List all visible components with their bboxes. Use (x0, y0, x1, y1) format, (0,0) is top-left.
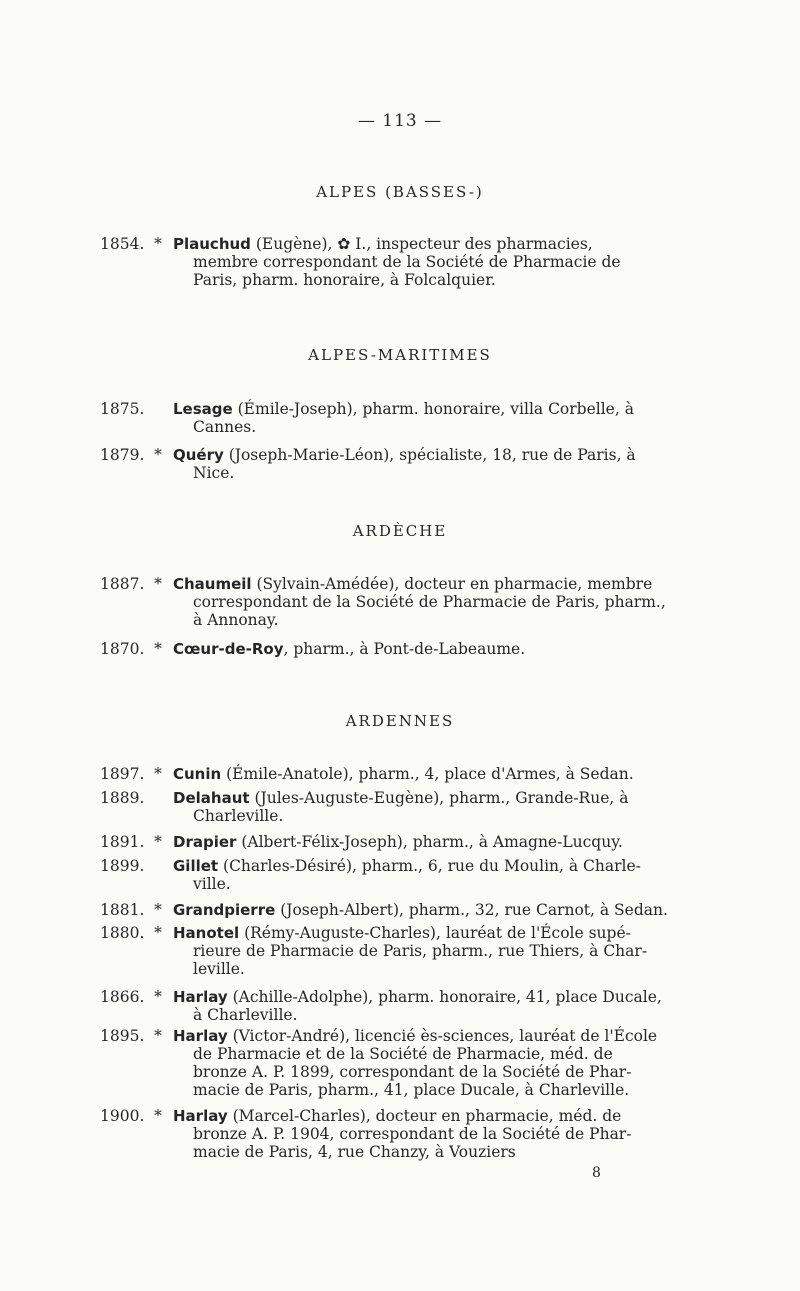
entry-coeur-de-roy (100, 640, 670, 658)
entry-continuation: à Charleville. (193, 1006, 298, 1024)
entry-continuation: bronze A. P. 1904, correspondant de la Société de Phar- (193, 1125, 632, 1143)
asterisk-mark: * (154, 765, 162, 783)
entry-year: 1900. (100, 1107, 145, 1125)
entry-year: 1880. (100, 924, 145, 942)
entry-details: , pharm., à Pont-de-Labeaume. (283, 640, 526, 658)
entry-name: Cœur-de-Roy (173, 640, 284, 658)
entry-continuation: macie de Paris, pharm., 41, place Ducale, à Charleville. (193, 1081, 630, 1099)
section-title-alpes-maritimes: ALPES-MARITIMES (308, 346, 492, 364)
entry-year: 1879. (100, 446, 145, 464)
entry-grandpierre (100, 901, 670, 919)
signature-mark: 8 (592, 1165, 601, 1181)
entry-name: Chaumeil (173, 575, 252, 593)
entry-continuation: correspondant de la Société de Pharmacie de Paris, pharm., (193, 593, 666, 611)
entry-name: Harlay (173, 1107, 228, 1125)
asterisk-mark: * (154, 1107, 162, 1125)
entry-details: (Victor-André), licencié ès-sciences, lauréat de l'École (227, 1027, 658, 1045)
entry-year: 1897. (100, 765, 145, 783)
entry-name: Plauchud (173, 235, 251, 253)
entry-details: (Émile-Joseph), pharm. honoraire, villa Corbelle, à (232, 400, 634, 418)
entry-gillet (100, 857, 670, 893)
asterisk-mark: * (154, 988, 162, 1006)
entry-continuation: macie de Paris, 4, rue Chanzy, à Vouziers (193, 1143, 516, 1161)
entry-details: (Sylvain-Amédée), docteur en pharmacie, membre (251, 575, 653, 593)
entry-details: (Marcel-Charles), docteur en pharmacie, méd. de (227, 1107, 622, 1125)
entry-name: Hanotel (173, 924, 240, 942)
entry-name: Lesage (173, 400, 233, 418)
entry-name: Harlay (173, 1027, 228, 1045)
page-number: — 113 — (357, 111, 443, 131)
entry-name: Quéry (173, 446, 224, 464)
entry-details: (Achille-Adolphe), pharm. honoraire, 41, place Ducale, (227, 988, 662, 1006)
entry-details: (Jules-Auguste-Eugène), pharm., Grande-Rue, à (249, 789, 629, 807)
entry-harlay-victor (100, 1027, 670, 1099)
entry-continuation: Paris, pharm. honoraire, à Folcalquier. (193, 271, 496, 289)
asterisk-mark: * (154, 1027, 162, 1045)
section-title-alpes-basses: ALPES (BASSES-) (316, 183, 484, 201)
entry-name: Delahaut (173, 789, 250, 807)
entry-continuation: à Annonay. (193, 611, 279, 629)
entry-continuation: membre correspondant de la Société de Pharmacie de (193, 253, 621, 271)
entry-continuation: Cannes. (193, 418, 257, 436)
entry-cunin (100, 765, 670, 783)
entry-details: (Charles-Désiré), pharm., 6, rue du Moulin, à Charle- (218, 857, 641, 875)
entry-year: 1870. (100, 640, 145, 658)
asterisk-mark: * (154, 640, 162, 658)
entry-name: Drapier (173, 833, 237, 851)
entry-details: (Émile-Anatole), pharm., 4, place d'Armes, à Sedan. (221, 765, 634, 783)
entry-year: 1895. (100, 1027, 145, 1045)
entry-plauchud (100, 235, 670, 289)
entry-continuation: ville. (193, 875, 231, 893)
entry-details: (Joseph-Albert), pharm., 32, rue Carnot, à Sedan. (275, 901, 668, 919)
entry-harlay-achille (100, 988, 670, 1024)
entry-year: 1887. (100, 575, 145, 593)
entry-year: 1866. (100, 988, 145, 1006)
entry-year: 1889. (100, 789, 145, 807)
entry-drapier (100, 833, 670, 851)
asterisk-mark: * (154, 901, 162, 919)
entry-year: 1899. (100, 857, 145, 875)
entry-details: (Joseph-Marie-Léon), spécialiste, 18, rue de Paris, à (223, 446, 636, 464)
entry-name: Harlay (173, 988, 228, 1006)
entry-year: 1854. (100, 235, 145, 253)
entry-year: 1891. (100, 833, 145, 851)
entry-name: Cunin (173, 765, 222, 783)
entry-hanotel (100, 924, 670, 978)
entry-continuation: bronze A. P. 1899, correspondant de la Société de Phar- (193, 1063, 632, 1081)
entry-year: 1875. (100, 400, 145, 418)
entry-name: Gillet (173, 857, 219, 875)
entry-continuation: leville. (193, 960, 245, 978)
entry-details: (Eugène), ✿ I., inspecteur des pharmacies, (250, 235, 593, 253)
asterisk-mark: * (154, 446, 162, 464)
entry-continuation: Nice. (193, 464, 235, 482)
entry-harlay-marcel (100, 1107, 670, 1161)
entry-continuation: rieure de Pharmacie de Paris, pharm., rue Thiers, à Char- (193, 942, 648, 960)
entry-continuation: Charleville. (193, 807, 284, 825)
entry-continuation: de Pharmacie et de la Société de Pharmacie, méd. de (193, 1045, 613, 1063)
entry-chaumeil (100, 575, 670, 629)
section-title-ardeche: ARDÈCHE (352, 522, 448, 540)
entry-year: 1881. (100, 901, 145, 919)
asterisk-mark: * (154, 235, 162, 253)
entry-details: (Albert-Félix-Joseph), pharm., à Amagne-Lucquy. (236, 833, 623, 851)
asterisk-mark: * (154, 924, 162, 942)
entry-details: (Rémy-Auguste-Charles), lauréat de l'École supé- (239, 924, 631, 942)
entry-query (100, 446, 670, 482)
asterisk-mark: * (154, 833, 162, 851)
entry-delahaut (100, 789, 670, 825)
asterisk-mark: * (154, 575, 162, 593)
entry-lesage (100, 400, 670, 436)
section-title-ardennes: ARDENNES (345, 712, 455, 730)
entry-name: Grandpierre (173, 901, 276, 919)
